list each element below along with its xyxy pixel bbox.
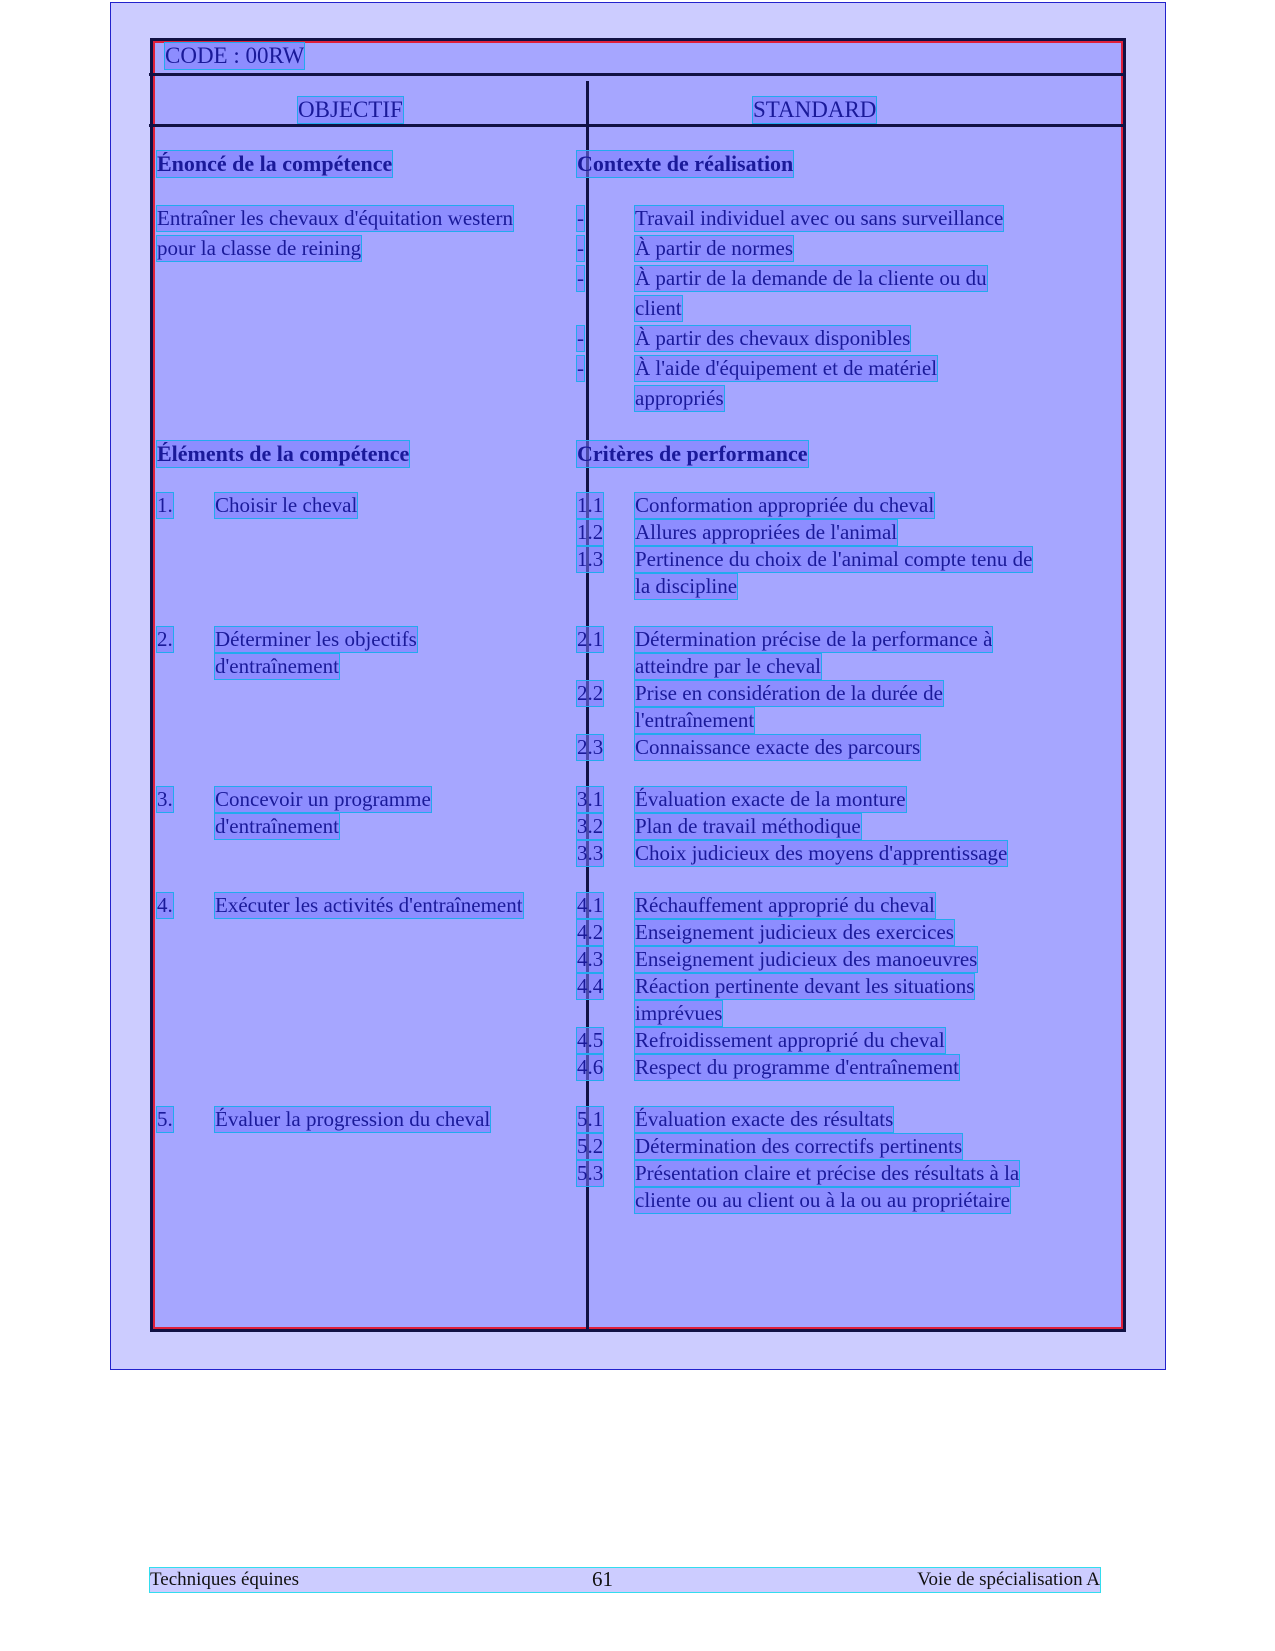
criterion-line: Enseignement judicieux des exercices bbox=[635, 920, 954, 944]
criterion-number: 4.1 bbox=[577, 893, 604, 917]
context-line: À partir des chevaux disponibles bbox=[635, 326, 911, 350]
divider-top bbox=[149, 73, 1125, 76]
criterion-line: Plan de travail méthodique bbox=[635, 814, 861, 838]
criterion-number: 1.2 bbox=[577, 520, 604, 544]
criterion-line: imprévues bbox=[635, 1001, 723, 1025]
context-line: appropriés bbox=[635, 386, 724, 410]
criterion-number: 1.3 bbox=[577, 547, 604, 571]
competency-table bbox=[150, 38, 1126, 1332]
criterion-line: Prise en considération de la durée de bbox=[635, 681, 943, 705]
criterion-line: Respect du programme d'entraînement bbox=[635, 1055, 959, 1079]
criterion-line: Présentation claire et précise des résultats à la bbox=[635, 1161, 1020, 1185]
criterion-number: 4.5 bbox=[577, 1028, 604, 1052]
divider-header bbox=[149, 124, 1125, 127]
criterion-line: cliente ou au client ou à la ou au propriétaire bbox=[635, 1188, 1010, 1212]
criterion-number: 4.4 bbox=[577, 974, 604, 998]
criterion-number: 5.3 bbox=[577, 1161, 604, 1185]
criterion-number: 3.2 bbox=[577, 814, 604, 838]
criterion-number: 5.2 bbox=[577, 1134, 604, 1158]
criterion-line: Réchauffement approprié du cheval bbox=[635, 893, 935, 917]
contexte-title: Contexte de réalisation bbox=[577, 151, 794, 176]
context-line: À l'aide d'équipement et de matériel bbox=[635, 356, 938, 380]
header-objectif: OBJECTIF bbox=[298, 97, 403, 122]
context-line: client bbox=[635, 296, 682, 320]
criterion-line: Pertinence du choix de l'animal compte tenu de bbox=[635, 547, 1033, 571]
context-bullet: - bbox=[577, 356, 584, 380]
element-line: d'entraînement bbox=[215, 654, 339, 678]
criterion-line: Détermination précise de la performance à bbox=[635, 627, 993, 651]
context-line: À partir de la demande de la cliente ou du bbox=[635, 266, 987, 290]
element-number: 5. bbox=[157, 1107, 173, 1131]
footer-page-number: 61 bbox=[592, 1567, 613, 1591]
context-bullet: - bbox=[577, 266, 584, 290]
enonce-line: pour la classe de reining bbox=[157, 236, 362, 260]
criterion-number: 4.3 bbox=[577, 947, 604, 971]
criterion-line: atteindre par le cheval bbox=[635, 654, 821, 678]
criterion-number: 2.2 bbox=[577, 681, 604, 705]
page-footer bbox=[150, 1568, 1100, 1592]
criterion-line: Évaluation exacte des résultats bbox=[635, 1107, 894, 1131]
criterion-number: 2.1 bbox=[577, 627, 604, 651]
criterion-line: Détermination des correctifs pertinents bbox=[635, 1134, 963, 1158]
criterion-number: 5.1 bbox=[577, 1107, 604, 1131]
context-bullet: - bbox=[577, 326, 584, 350]
element-line: Évaluer la progression du cheval bbox=[215, 1107, 491, 1131]
criterion-number: 3.1 bbox=[577, 787, 604, 811]
element-number: 2. bbox=[157, 627, 173, 651]
elements-title: Éléments de la compétence bbox=[157, 441, 410, 466]
context-bullet: - bbox=[577, 236, 584, 260]
element-line: Exécuter les activités d'entraînement bbox=[215, 893, 523, 917]
criterion-line: Connaissance exacte des parcours bbox=[635, 735, 921, 759]
element-line: Déterminer les objectifs bbox=[215, 627, 417, 651]
enonce-title: Énoncé de la compétence bbox=[157, 151, 393, 176]
code-label: CODE : 00RW bbox=[165, 43, 305, 68]
element-number: 1. bbox=[157, 493, 173, 517]
criterion-number: 4.2 bbox=[577, 920, 604, 944]
criteres-title: Critères de performance bbox=[577, 441, 808, 466]
criterion-line: Choix judicieux des moyens d'apprentissage bbox=[635, 841, 1008, 865]
criterion-line: l'entraînement bbox=[635, 708, 755, 732]
footer-track: Voie de spécialisation A bbox=[917, 1569, 1100, 1590]
element-number: 3. bbox=[157, 787, 173, 811]
criterion-line: Évaluation exacte de la monture bbox=[635, 787, 906, 811]
enonce-line: Entraîner les chevaux d'équitation western bbox=[157, 206, 513, 230]
criterion-line: Conformation appropriée du cheval bbox=[635, 493, 935, 517]
element-line: Concevoir un programme bbox=[215, 787, 431, 811]
criterion-line: Enseignement judicieux des manoeuvres bbox=[635, 947, 978, 971]
criterion-number: 3.3 bbox=[577, 841, 604, 865]
criterion-line: la discipline bbox=[635, 574, 738, 598]
criterion-number: 1.1 bbox=[577, 493, 604, 517]
header-standard: STANDARD bbox=[753, 97, 877, 122]
context-line: À partir de normes bbox=[635, 236, 794, 260]
element-line: d'entraînement bbox=[215, 814, 339, 838]
element-number: 4. bbox=[157, 893, 173, 917]
criterion-line: Réaction pertinente devant les situations bbox=[635, 974, 975, 998]
criterion-number: 2.3 bbox=[577, 735, 604, 759]
context-bullet: - bbox=[577, 206, 584, 230]
element-line: Choisir le cheval bbox=[215, 493, 358, 517]
criterion-line: Allures appropriées de l'animal bbox=[635, 520, 898, 544]
criterion-line: Refroidissement approprié du cheval bbox=[635, 1028, 945, 1052]
footer-program: Techniques équines bbox=[150, 1569, 300, 1590]
context-line: Travail individuel avec ou sans surveillance bbox=[635, 206, 1004, 230]
criterion-number: 4.6 bbox=[577, 1055, 604, 1079]
